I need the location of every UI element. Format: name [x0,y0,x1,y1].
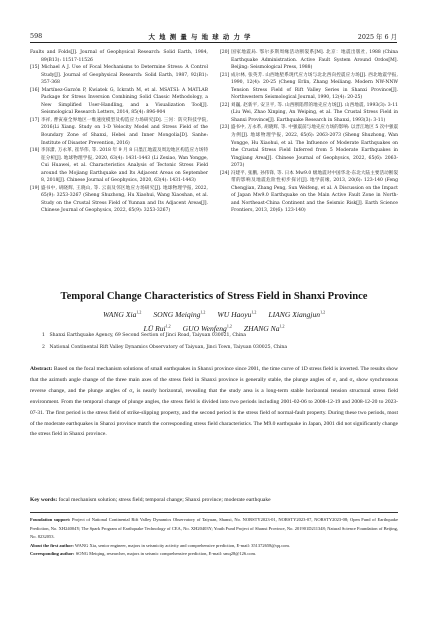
about-label: About the first author: [30,542,74,548]
author-name [268,310,325,319]
keywords-text: focal mechanism solution; stress field; temporal change; Shanxi province; moderate earthquake [57,497,271,503]
issue-date: 2025 年 6 月 [357,32,397,41]
author-name [244,324,285,333]
author-affiliation-mark: 1,2 [320,309,326,314]
page-number: 598 [30,32,43,40]
footnotes [30,516,398,559]
affiliation-2: 2 National Continental Rift Valley Dynamics Observatory of Taiyuan, Jinci Town, Taiyuan 030025, China [42,345,288,350]
author-affiliation-mark: 1,2 [136,309,142,314]
references-right-column [220,49,398,291]
author-name-text: LÜ Rui [143,324,166,334]
abstract-label: Abstract: [30,366,53,372]
corr-text: SONG Meiqing, researcher, majors in seismic comprehensive prediction, E-mail: smq28@126.com. [74,551,257,557]
reference-entry: [18] 李泽潇, 万永革, 崔华伟, 等. 2018 年 9 月 8 日墨江地震及周边地区构造应力场特征分析[J]. 地球物理学报, 2020, 63(4): 1431-1443 (Li Zexiao, Wan Yongge, Cui Huawei, et al. Characteristics Analysis of Tectonic Stress Field around the Mojiang Earthquake and Its Adjacent Areas on September 8, 2018[J]. Chinese Journal of Geophysics, 2020, 63(4): 1431-1443) [30,148,208,184]
reference-entry: [17] 李祥, 曹寅豪全界地区一维速度模型及构造应力场研究[D]. 三河：防灾科技学院, 2016(Li Xiang. Study on 1-D Velocity Model and Stress Field of the Boundary Zone of Shanxi, Hebei and Inner Mongolia[D]. Sanhe: Institute of Disaster Prevention, 2016) [30,117,208,146]
reference-entry: [15] Michael A J. Use of Focal Mechanisms to Determine Stress: A Control Study[J]. Journal of Geophysical Research: Solid Earth, 1987, 92(B1): 357-368 [30,65,208,86]
keywords-label: Key words: [30,497,58,503]
foundation-label: Foundation support: [30,517,71,522]
author-name-text: SONG Meiqing [153,309,201,319]
about-text: WANG Xia, senior engineer, majors in seismicity activity and comprehensive prediction, E-mail: 351372658@qq.com. [73,542,290,548]
author-list [30,306,398,335]
author-name-text: LIANG Xiangjun [268,309,321,319]
author-name [143,324,170,333]
author-name [153,310,205,319]
corresponding-author-note [30,550,398,559]
footnote-divider [30,512,398,513]
reference-entry: [20] 国家地震局. 鄂尔多斯周缘活动断裂系[M]. 北京：地震出版社, 1988 (China Earthquake Administration. Active Fault System Around Ordos[M]. Beijing: Seismological Press, 1988) [220,50,398,71]
author-name [183,324,232,333]
abstract [30,364,398,440]
author-name-text: ZHANG Na [243,324,280,334]
page-header [30,30,397,43]
author-name [103,310,141,319]
reference-entry: [16] Martínez-Garzón P, Kwiatek G, Ickrath M, et al. MSATSI: A MATLAB Package for Stress Inversion Combining Solid Classic Methodology, a New Simplified User-Handling, and a Visualization Tool[J]. Seismological Research Letters, 2014, 85(4): 896-904 [30,87,208,116]
author-affiliation-mark: 1,2 [165,323,171,329]
first-author-note [30,542,398,551]
reference-entry: [23] 盛书中, 万永革, 胡晓辉, 等. 中强震前与地壳应力场的影响: 以晋江地区 5 次中强震为例[J]. 地球物理学报, 2022, 65(6): 2063-2073 (Sheng Shuzhong, Wan Yongge, Hu Xiaohui, et al. The Influence of Moderate Earthquakes on the Crustal Stress Field Inferred from 5 Moderate Earthquakes in Yingjiang Area[J]. Chinese Journal of Geophysics, 2022, 65(6): 2063-2073) [220,125,398,169]
references-section [30,49,398,291]
foundation-support [30,516,398,542]
foundation-text: Project of National Continental Rift Valley Dynamics Observatory of Taiyuan, Shanxi, No. NORSTY2023-01, NORSTY2023-07, NORSTY2023-08; Open Fund of Earthquake Prediction, No. XH24004Y; The Spark Program of Earthquake Technology of CEA, No. XH20403Y; Youth Fund Project of Shanxi Province, No. 201901D211348; Natural Science Foundation of Beijing, No. 8232053. [30,517,398,540]
abstract-text: Based on the focal mechanism solutions of small earthquakes in Shanxi province since 2001, the time curve of 1D stress field is inverted. The results show that the azimuth angle change of the three main axes of the stress field in Shanxi province is generally stable, the plunge angles of σ₁ and σ₃ show synchronous reverse change, and the plunge angles of σ₂ is nearly horizontal, revealing that the study area is a long-term stable horizontal tension structural stress field environment. From the temporal change of plunge angles, the stress field is divided into two periods including 2001-02-06 to 2008-12-19 and 2008-12-20 to 2023-07-31. The first period is the stress field of strike-slipping property, and the second period is the stress field of normal-fault property. During these two periods, most of the moderate earthquakes in Shanxi province match the corresponding stress field characteristics. The M9.0 earthquake in Japan, 2001 did not significantly change the stress field in Shanxi province. [30,366,398,438]
author-name [217,310,256,319]
journal-title: 大 地 测 量 与 地 球 动 力 学 [148,32,252,41]
author-name-text: WU Haoyu [217,309,252,319]
author-affiliation-mark: 1,2 [200,309,206,314]
author-affiliation-mark: 1,2 [279,323,285,329]
reference-entry: [21] 成尔林, 张英芳. 山西地堑系现代应力场与北北西向控震应力场[J]. 西北地震学报, 1990, 12(4): 20-25 (Cheng Erlin, Zhang Meiliang. Modern NW-NNW Tension Stress Field of Rift Valley Series in Shanxi Province[J]. Northwestern Seismological Journal, 1990, 12(4): 20-25) [220,72,398,101]
author-line-1 [30,306,398,321]
affiliation-1: 1 Shanxi Earthquake Agency, 69 Second Section of Jinci Road, Taiyuan 030021, China [42,333,246,338]
reference-entry: [22] 刘巍, 赵新平, 安卫平, 等. 山西断陷带的地壳应力场[J]. 山西地震, 1993(3): 3-11 (Liu Wei, Zhao Xinping, An Weiping, et al. The Crustal Stress Field in Shanxi Province[J]. Earthquake Research in Shanxi, 1993(3): 3-11) [220,102,398,123]
author-name-text: GUO Wenfeng [182,324,227,334]
keywords [30,496,398,505]
author-affiliation-mark: 1,2 [251,309,257,314]
corr-label: Corresponding author: [30,551,75,557]
author-name-text: WANG Xia [102,309,137,319]
paper-title: Temporal Change Characteristics of Stress Field in Shanxi Province [60,291,368,302]
reference-entry: [24] 冯建平, 张鹏, 孙伟锋, 等. 日本 Mw9.0 级地震对中国华北-东北大陆主要活动断裂带的影响及地震危险性初步探讨[J]. 地学前缘, 2013, 20(6): 123-140 (Feng Chengjian, Zhang Peng, Sun Weifeng, et al. A Discussion on the Impact of Japan Mw9.0 Earthquake on the Main Active Fault Zone in North- and Northeast-China Continent and the Seismic Risk[J]. Earth Science Frontiers, 2013, 20(6): 123-140) [220,170,398,214]
reference-entry: Faults and Folds[J]. Journal of Geophysical Research: Solid Earth, 1984, 89(B13): 11517-11526 [30,50,208,63]
author-affiliation-mark: 1,2 [226,323,232,329]
reference-entry: [19] 盛书中, 胡晓辉, 王晓山, 等. 云南及邻区地应力场研究[J]. 地球物理学报, 2022, 65(9): 3253-3267 (Sheng Shuzhong, Hu Xiaohui, Wang Xiaoshan, et al. Study on the Crustal Stress Field of Yunnan and Its Adjacent Areas[J]. Chinese Journal of Geophysics, 2022, 65(9): 3253-3267) [30,185,208,214]
references-left-column [30,49,208,291]
